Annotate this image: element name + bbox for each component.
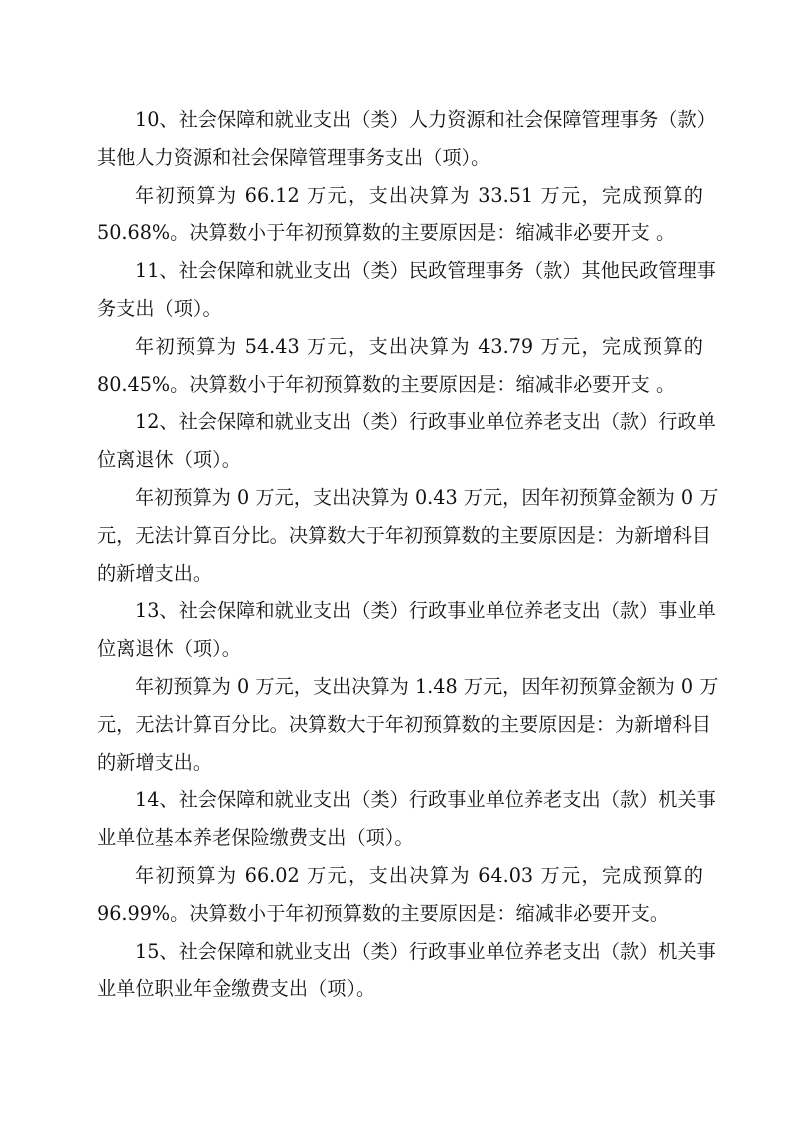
- paragraph-line: 位离退休（项）。: [97, 637, 241, 661]
- paragraph: [97, 479, 719, 592]
- paragraph-line: 业单位职业年金缴费支出（项）。: [97, 977, 376, 1001]
- paragraph-line: 年初预算为 0 万元，支出决算为 0.43 万元，因年初预算金额为 0 万: [135, 485, 719, 509]
- paragraph-line: 96.99%。决算数小于年初预算数的主要原因是：缩减非必要开支。: [97, 901, 670, 925]
- paragraph: [97, 252, 716, 328]
- paragraph-line: 元，无法计算百分比。决算数大于年初预算数的主要原因是：为新增科目: [97, 712, 711, 736]
- paragraph-line: 10、社会保障和就业支出（类）人力资源和社会保障管理事务（款）: [135, 108, 716, 131]
- paragraph-line: 12、社会保障和就业支出（类）行政事业单位养老支出（款）行政单: [135, 410, 716, 434]
- paragraph-line: 其他人力资源和社会保障管理事务支出（项）。: [97, 145, 491, 169]
- paragraph-line: 位离退休（项）。: [97, 448, 241, 472]
- paragraph-line: 15、社会保障和就业支出（类）行政事业单位养老支出（款）机关事: [135, 939, 716, 963]
- document-body: [97, 101, 719, 1008]
- paragraph-line: 50.68%。决算数小于年初预算数的主要原因是：缩减非必要开支 。: [97, 221, 676, 245]
- paragraph-line: 务支出（项）。: [97, 296, 222, 320]
- paragraph-line: 业单位基本养老保险缴费支出（项）。: [97, 826, 414, 850]
- paragraph-line: 年初预算为 54.43 万元，支出决算为 43.79 万元，完成预算的: [135, 334, 703, 358]
- paragraph: [97, 101, 716, 177]
- paragraph: [97, 857, 703, 933]
- paragraph-line: 年初预算为 66.02 万元，支出决算为 64.03 万元，完成预算的: [135, 863, 703, 887]
- paragraph-line: 13、社会保障和就业支出（类）行政事业单位养老支出（款）事业单: [135, 599, 716, 623]
- paragraph-line: 14、社会保障和就业支出（类）行政事业单位养老支出（款）机关事: [135, 788, 716, 812]
- paragraph: [97, 403, 716, 479]
- paragraph: [97, 592, 716, 668]
- paragraph: [97, 781, 716, 857]
- paragraph-line: 的新增支出。: [97, 561, 213, 585]
- paragraph-line: 年初预算为 0 万元，支出决算为 1.48 万元，因年初预算金额为 0 万: [135, 674, 719, 698]
- paragraph-line: 年初预算为 66.12 万元，支出决算为 33.51 万元，完成预算的: [135, 183, 703, 207]
- paragraph: [97, 177, 703, 253]
- paragraph: [97, 933, 716, 1009]
- paragraph-line: 的新增支出。: [97, 750, 213, 774]
- paragraph-line: 元，无法计算百分比。决算数大于年初预算数的主要原因是：为新增科目: [97, 523, 711, 547]
- paragraph-line: 11、社会保障和就业支出（类）民政管理事务（款）其他民政管理事: [135, 259, 716, 283]
- paragraph: [97, 328, 703, 404]
- paragraph: [97, 668, 719, 781]
- paragraph-line: 80.45%。决算数小于年初预算数的主要原因是：缩减非必要开支 。: [97, 372, 676, 396]
